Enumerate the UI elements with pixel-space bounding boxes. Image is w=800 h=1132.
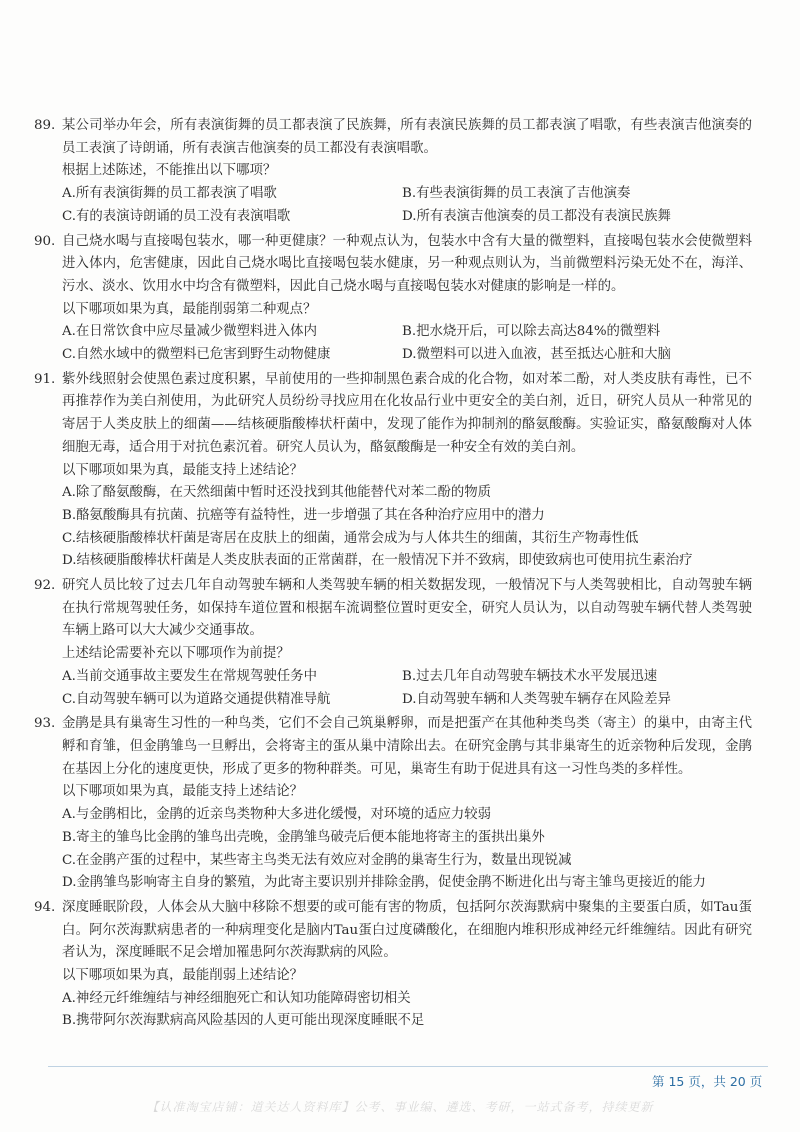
question-number: 90. [34, 233, 56, 249]
question-number: 92. [34, 578, 56, 594]
option-a: A.除了酪氨酸酶，在天然细菌中暂时还没找到其他能替代对苯二酚的物质 [62, 485, 492, 501]
option-d: D.金鹃雏鸟影响寄主自身的繁殖，为此寄主要识别并排除金鹃，促使金鹃不断进化出与寄主雏鸟更接近的能力 [62, 875, 706, 891]
option-b: B.过去几年自动驾驶车辆技术水平发展迅速 [402, 668, 658, 684]
question-stem: 紫外线照射会使黑色素过度积累，早前使用的一些抑制黑色素合成的化合物，如对苯二酚，对人类皮肤有毒性，已不再推荐作为美白剂使用，为此研究人员纷纷寻找应用在化妆品行业中更安全的美白剂，近日，研究人员从一种常见的寄居于人类皮肤上的细菌——结核硬脂酸棒状杆菌中，发现了能作为抑制剂的酪氨酸酶。实验证实，酪氨酸酶对人体细胞无毒，适合用于对抗色素沉着。研究人员认为，酪氨酸酶是一种安全有效的美白剂。 [62, 371, 752, 455]
option-c: C.结核硬脂酸棒状杆菌是寄居在皮肤上的细菌，通常会成为与人体共生的细菌，其衍生产物毒性低 [62, 530, 639, 546]
question-prompt: 以下哪项如果为真，最能支持上述结论？ [62, 462, 304, 478]
question-stem: 某公司举办年会，所有表演街舞的员工都表演了民族舞，所有表演民族舞的员工都表演了唱歌，有些表演吉他演奏的员工表演了诗朗诵，所有表演吉他演奏的员工都没有表演唱歌。 [62, 118, 752, 156]
question-91 [34, 369, 752, 573]
options [62, 804, 752, 895]
question-number: 91. [34, 371, 56, 387]
question-prompt: 根据上述陈述，不能推出以下哪项？ [62, 163, 277, 179]
question-prompt: 以下哪项如果为真，最能削弱上述结论？ [62, 968, 304, 984]
options [62, 482, 752, 573]
watermark-text: 【认准淘宝店铺：道关达人资料库】公考、事业编、遴选、考研，一站式备考，持续更新 [146, 1100, 654, 1114]
option-d: D.微塑料可以进入血液，甚至抵达心脏和大脑 [402, 347, 671, 363]
option-b: B.把水烧开后，可以除去高达84%的微塑料 [402, 324, 661, 340]
option-a: A.与金鹃相比，金鹃的近亲鸟类物种大多进化缓慢，对环境的适应力较弱 [62, 807, 492, 823]
option-b: B.有些表演街舞的员工表演了吉他演奏 [402, 186, 631, 202]
option-c: C.在金鹃产蛋的过程中，某些寄主鸟类无法有效应对金鹃的巢寄生行为，数量出现锐减 [62, 852, 572, 868]
option-a: A.在日常饮食中应尽量减少微塑料进入体内 [62, 324, 317, 340]
question-stem: 金鹃是具有巢寄生习性的一种鸟类，它们不会自己筑巢孵卵，而是把蛋产在其他种类鸟类（寄主）的巢中，由寄主代孵和育雏，但金鹃雏鸟一旦孵出，会将寄主的蛋从巢中清除出去。在研究金鹃与其非巢寄生的近亲物种后发现，金鹃在基因上分化的速度更快，形成了更多的物种群类。可见，巢寄生有助于促进具有这一习性鸟类的多样性。 [62, 716, 752, 777]
question-92 [34, 575, 752, 711]
option-b: B.酪氨酸酶具有抗菌、抗癌等有益特性，进一步增强了其在各种治疗应用中的潜力 [62, 507, 545, 523]
option-b: B.携带阿尔茨海默病高风险基因的人更可能出现深度睡眠不足 [62, 1013, 425, 1029]
question-89 [34, 115, 752, 229]
question-94 [34, 897, 752, 1033]
question-number: 89. [34, 118, 56, 133]
question-93 [34, 713, 752, 895]
option-a: A.神经元纤维缠结与神经细胞死亡和认知功能障碍密切相关 [62, 990, 411, 1006]
page-number: 第 15 页，共 20 页 [652, 1074, 763, 1089]
question-stem: 研究人员比较了过去几年自动驾驶车辆和人类驾驶车辆的相关数据发现，一般情况下与人类驾驶相比，自动驾驶车辆在执行常规驾驶任务，如保持车道位置和根据车流调整位置时更安全，研究人员认为，以自动驾驶车辆代替人类驾驶车辆上路可以大大减少交通事故。 [62, 578, 752, 639]
option-c: C.有的表演诗朗诵的员工没有表演唱歌 [62, 208, 291, 224]
question-number: 94. [34, 899, 56, 915]
option-c: C.自动驾驶车辆可以为道路交通提供精准导航 [62, 691, 331, 707]
option-a: A.当前交通事故主要发生在常规驾驶任务中 [62, 668, 317, 684]
option-d: D.自动驾驶车辆和人类驾驶车辆存在风险差异 [402, 691, 671, 707]
options [62, 666, 752, 711]
question-prompt: 以下哪项如果为真，最能支持上述结论？ [62, 784, 304, 800]
option-d: D.结核硬脂酸棒状杆菌是人类皮肤表面的正常菌群，在一般情况下并不致病，即使致病也可使用抗生素治疗 [62, 553, 693, 569]
footer-divider [48, 1066, 768, 1067]
question-90 [34, 231, 752, 367]
question-stem: 自己烧水喝与直接喝包装水，哪一种更健康？一种观点认为，包装水中含有大量的微塑料，直接喝包装水会使微塑料进入体内，危害健康，因此自己烧水喝比直接喝包装水健康，另一种观点则认为，当前微塑料污染无处不在，海洋、污水、淡水、饮用水中均含有微塑料，因此自己烧水喝与直接喝包装水对健康的影响是一样的。 [62, 233, 752, 294]
options [62, 183, 752, 228]
option-d: D.所有表演吉他演奏的员工都没有表演民族舞 [402, 208, 671, 224]
option-c: C.自然水域中的微塑料已危害到野生动物健康 [62, 347, 331, 363]
options [62, 321, 752, 366]
question-number: 93. [34, 716, 56, 732]
question-list [34, 115, 752, 1033]
question-prompt: 上述结论需要补充以下哪项作为前提？ [62, 646, 290, 662]
question-stem: 深度睡眠阶段，人体会从大脑中移除不想要的或可能有害的物质，包括阿尔茨海默病中聚集的主要蛋白质，如Tau蛋白。阿尔茨海默病患者的一种病理变化是脑内Tau蛋白过度磷酸化，在细胞内堆积形成神经元纤维缠结。因此有研究者认为，深度睡眠不足会增加罹患阿尔茨海默病的风险。 [62, 899, 752, 961]
question-prompt: 以下哪项如果为真，最能削弱第二种观点？ [62, 301, 317, 317]
option-a: A.所有表演街舞的员工都表演了唱歌 [62, 186, 277, 202]
option-b: B.寄主的雏鸟比金鹃的雏鸟出壳晚，金鹃雏鸟破壳后便本能地将寄主的蛋拱出巢外 [62, 829, 545, 845]
options [62, 988, 752, 1033]
